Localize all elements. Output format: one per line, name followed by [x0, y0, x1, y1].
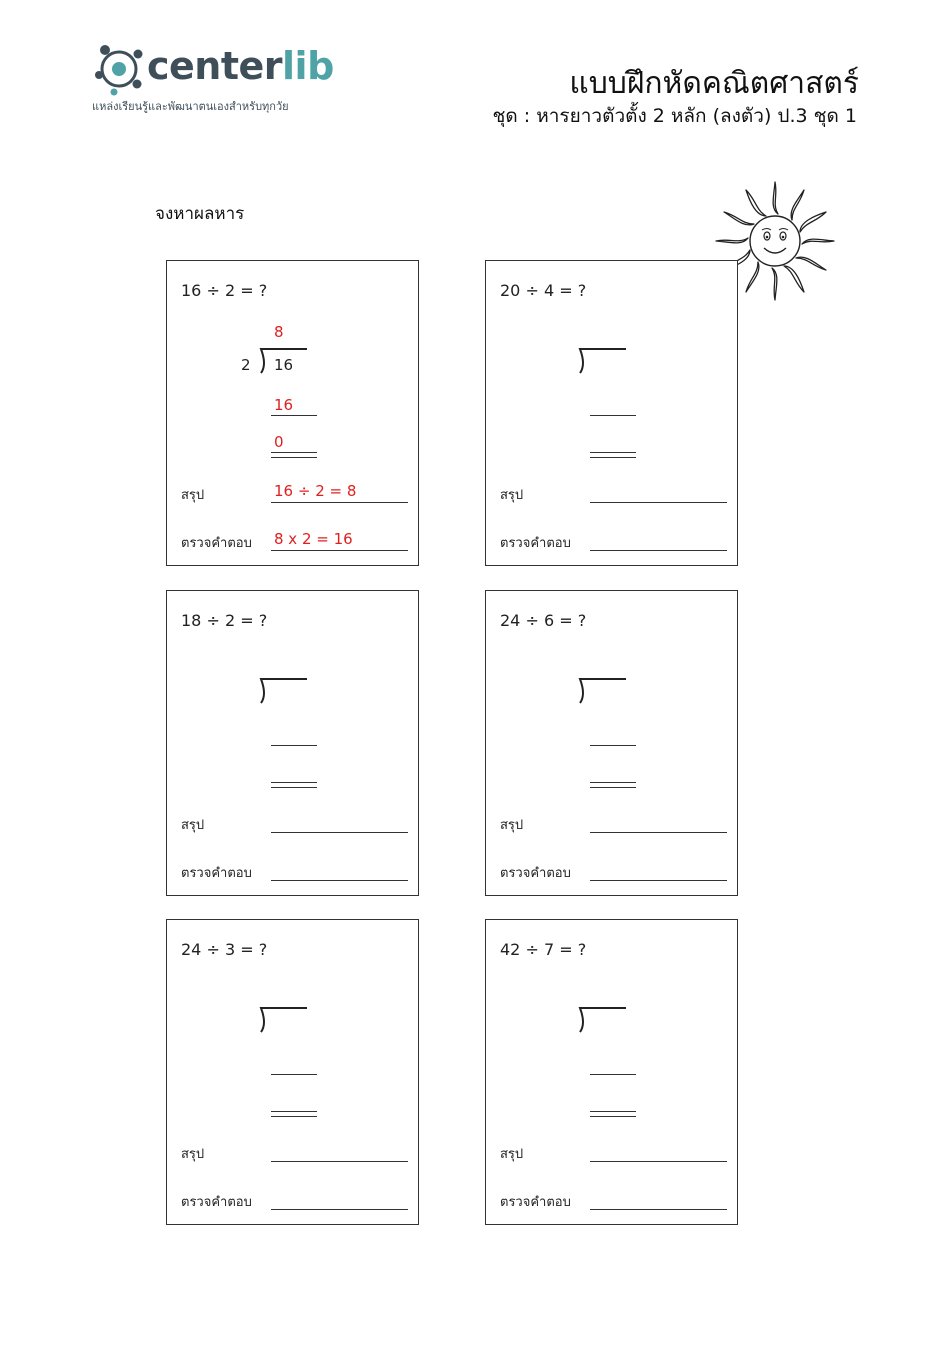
check-label: ตรวจคำตอบ: [500, 1195, 571, 1210]
summary-answer-line: [271, 832, 408, 833]
problem-card-6: [485, 919, 738, 1225]
summary-answer-line: [590, 1161, 727, 1162]
problem-question: 42 ÷ 7 = ?: [500, 940, 587, 959]
subtraction-line: [590, 745, 636, 746]
divisor-value: 2: [241, 356, 251, 374]
subtraction-line: [271, 745, 317, 746]
summary-answer: 16 ÷ 2 = 8: [274, 482, 357, 500]
remainder-double-line: [590, 782, 636, 788]
check-label: ตรวจคำตอบ: [181, 866, 252, 881]
problem-question: 24 ÷ 3 = ?: [181, 940, 268, 959]
summary-label: สรุป: [181, 488, 205, 503]
check-answer-line: [271, 550, 408, 551]
check-answer-line: [271, 1209, 408, 1210]
logo-wordmark: centerlib: [147, 44, 334, 88]
remainder-double-line: [271, 782, 317, 788]
centerlib-logo-mark-icon: [92, 42, 146, 96]
dividend-value: 16: [274, 356, 294, 374]
long-division-bracket: [576, 345, 628, 375]
subtraction-line: [271, 1074, 317, 1075]
check-label: ตรวจคำตอบ: [500, 866, 571, 881]
problem-question: 24 ÷ 6 = ?: [500, 611, 587, 630]
problem-question: 18 ÷ 2 = ?: [181, 611, 268, 630]
check-answer-line: [590, 880, 727, 881]
long-division-bracket: [576, 675, 628, 705]
problem-question: 20 ÷ 4 = ?: [500, 281, 587, 300]
remainder-double-line: [271, 1111, 317, 1117]
subtraction-line: [590, 1074, 636, 1075]
remainder-double-line: [590, 452, 636, 458]
subtraction-line: [590, 415, 636, 416]
summary-label: สรุป: [181, 818, 205, 833]
check-answer-line: [590, 1209, 727, 1210]
problem-card-3: [166, 590, 419, 896]
summary-label: สรุป: [500, 488, 524, 503]
logo-tagline: แหล่งเรียนรู้และพัฒนาตนเองสำหรับทุกวัย: [92, 100, 289, 113]
check-answer: 8 x 2 = 16: [274, 530, 353, 548]
long-division-bracket: [576, 1004, 628, 1034]
summary-label: สรุป: [500, 818, 524, 833]
check-label: ตรวจคำตอบ: [181, 536, 252, 551]
remainder-double-line: [590, 1111, 636, 1117]
remainder-double-line: [271, 452, 317, 458]
instruction-text: จงหาผลหาร: [155, 204, 245, 224]
problem-card-2: [485, 260, 738, 566]
check-answer-line: [590, 550, 727, 551]
long-division-bracket: [257, 1004, 309, 1034]
subtract-value: 16: [274, 396, 294, 414]
quotient-value: 8: [274, 323, 284, 341]
problem-card-5: [166, 919, 419, 1225]
worksheet-title: แบบฝึกหัดคณิตศาสตร์: [569, 66, 859, 101]
centerlib-logo: [92, 40, 352, 120]
check-answer-line: [271, 880, 408, 881]
remainder-value: 0: [274, 433, 284, 451]
long-division-bracket: [257, 675, 309, 705]
worksheet-subtitle: ชุด : หารยาวตัวตั้ง 2 หลัก (ลงตัว) ป.3 ชุด 1: [492, 105, 857, 127]
check-label: ตรวจคำตอบ: [181, 1195, 252, 1210]
subtraction-line: [271, 415, 317, 416]
check-label: ตรวจคำตอบ: [500, 536, 571, 551]
problem-card-4: [485, 590, 738, 896]
summary-label: สรุป: [500, 1147, 524, 1162]
summary-answer-line: [590, 832, 727, 833]
summary-answer-line: [590, 502, 727, 503]
summary-answer-line: [271, 502, 408, 503]
summary-label: สรุป: [181, 1147, 205, 1162]
summary-answer-line: [271, 1161, 408, 1162]
problem-card-1: [166, 260, 419, 566]
problem-question: 16 ÷ 2 = ?: [181, 281, 268, 300]
